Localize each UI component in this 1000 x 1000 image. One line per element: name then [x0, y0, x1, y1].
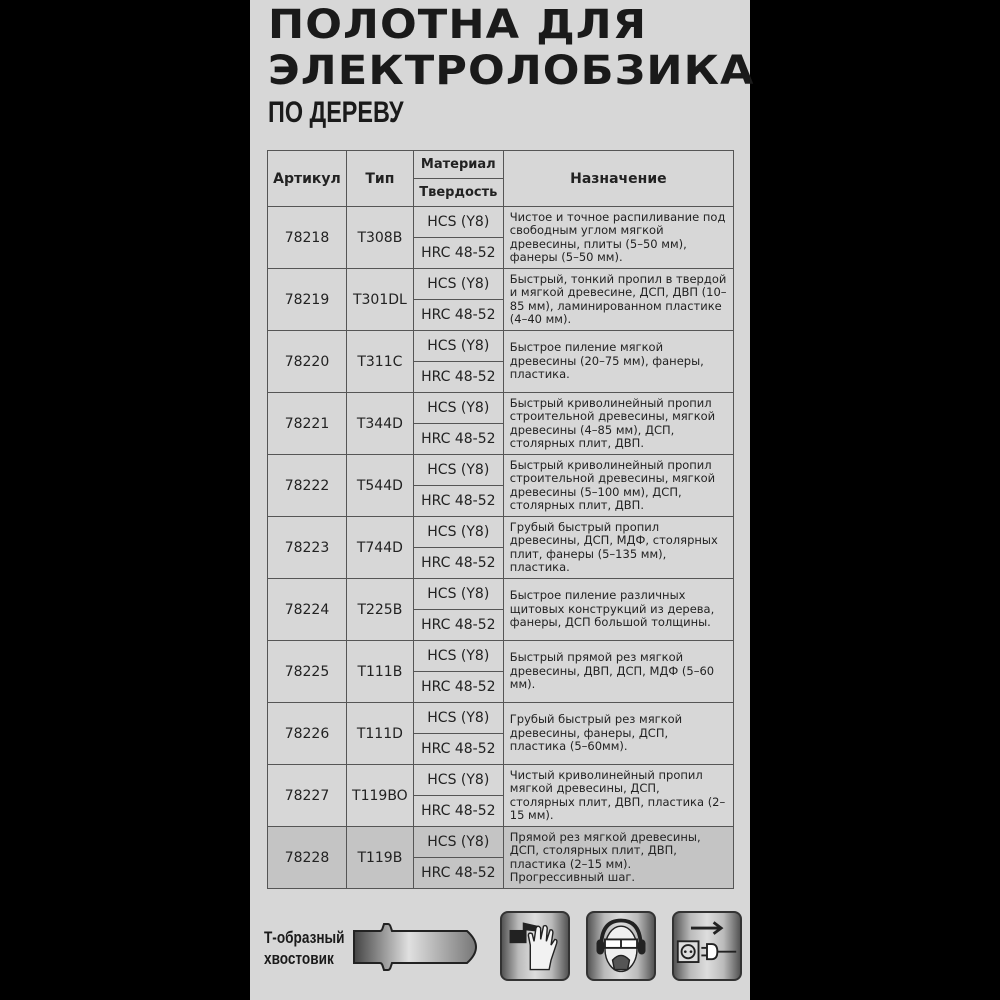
hardness-cell: HRC 48-52: [413, 300, 503, 331]
hardness-cell: HRC 48-52: [413, 734, 503, 765]
table-row: [268, 207, 734, 238]
shank-label-line-2: хвостовик: [264, 949, 334, 968]
type-cell: T544D: [346, 455, 413, 517]
article-cell: 78228: [268, 827, 347, 889]
shank-label: [264, 927, 345, 969]
material-cell: HCS (Y8): [413, 207, 503, 238]
title-line-1: ПОЛОТНА ДЛЯ: [268, 2, 648, 48]
table-row: [268, 331, 734, 362]
header-article: Артикул: [268, 151, 347, 207]
purpose-cell: Грубый быстрый рез мягкой древесины, фанеры, ДСП, пластика (5–60мм).: [503, 703, 733, 765]
purpose-cell: Быстрый, тонкий пропил в твердой и мягкой древесине, ДСП, ДВП (10–85 мм), ламинированном пластике (4–40 мм).: [503, 269, 733, 331]
hardness-cell: HRC 48-52: [413, 238, 503, 269]
material-cell: HCS (Y8): [413, 455, 503, 486]
header-type: Тип: [346, 151, 413, 207]
material-cell: HCS (Y8): [413, 517, 503, 548]
type-cell: T301DL: [346, 269, 413, 331]
page-subtitle: ПО ДЕРЕВУ: [268, 96, 404, 129]
article-cell: 78218: [268, 207, 347, 269]
article-cell: 78220: [268, 331, 347, 393]
spec-table: [267, 150, 734, 889]
article-cell: 78221: [268, 393, 347, 455]
hardness-cell: HRC 48-52: [413, 610, 503, 641]
shank-label-line-1: Т-образный: [264, 928, 345, 947]
header-hardness: Твердость: [413, 179, 503, 207]
type-cell: T344D: [346, 393, 413, 455]
table-row: [268, 393, 734, 424]
hardness-cell: HRC 48-52: [413, 672, 503, 703]
hardness-cell: HRC 48-52: [413, 486, 503, 517]
material-cell: HCS (Y8): [413, 393, 503, 424]
table-row: [268, 517, 734, 548]
safety-goggles-respirator-icon: [586, 911, 656, 981]
gloves-icon: [500, 911, 570, 981]
hardness-cell: HRC 48-52: [413, 362, 503, 393]
purpose-cell: Быстрое пиление мягкой древесины (20–75 мм), фанеры, пластика.: [503, 331, 733, 393]
material-cell: HCS (Y8): [413, 703, 503, 734]
purpose-cell: Грубый быстрый пропил древесины, ДСП, МДФ, столярных плит, фанеры (5–135 мм), пластика.: [503, 517, 733, 579]
table-row: [268, 269, 734, 300]
table-row: [268, 827, 734, 858]
type-cell: T308B: [346, 207, 413, 269]
purpose-cell: Быстрое пиление различных щитовых конструкций из дерева, фанеры, ДСП большой толщины.: [503, 579, 733, 641]
type-cell: T744D: [346, 517, 413, 579]
table-row: [268, 579, 734, 610]
material-cell: HCS (Y8): [413, 765, 503, 796]
material-cell: HCS (Y8): [413, 827, 503, 858]
hardness-cell: HRC 48-52: [413, 424, 503, 455]
type-cell: T119BO: [346, 765, 413, 827]
purpose-cell: Чистое и точное распиливание под свободным углом мягкой древесины, плиты (5–50 мм), фанеры (5–50 мм).: [503, 207, 733, 269]
material-cell: HCS (Y8): [413, 269, 503, 300]
article-cell: 78219: [268, 269, 347, 331]
purpose-cell: Быстрый криволинейный пропил строительной древесины, мягкой древесины (4–85 мм), ДСП, столярных плит, ДВП.: [503, 393, 733, 455]
material-cell: HCS (Y8): [413, 579, 503, 610]
purpose-cell: Прямой рез мягкой древесины, ДСП, столярных плит, ДВП, пластика (2–15 мм). Прогрессивный шаг.: [503, 827, 733, 889]
purpose-cell: Быстрый криволинейный пропил строительной древесины, мягкой древесины (5–100 мм), ДСП, столярных плит, ДВП.: [503, 455, 733, 517]
article-cell: 78224: [268, 579, 347, 641]
hardness-cell: HRC 48-52: [413, 548, 503, 579]
article-cell: 78226: [268, 703, 347, 765]
material-cell: HCS (Y8): [413, 641, 503, 672]
table-row: [268, 703, 734, 734]
purpose-cell: Чистый криволинейный пропил мягкой древесины, ДСП, столярных плит, ДВП, пластика (2–15 мм).: [503, 765, 733, 827]
article-cell: 78225: [268, 641, 347, 703]
type-cell: T111D: [346, 703, 413, 765]
article-cell: 78222: [268, 455, 347, 517]
material-cell: HCS (Y8): [413, 331, 503, 362]
hardness-cell: HRC 48-52: [413, 796, 503, 827]
unplug-before-service-icon: [672, 911, 742, 981]
header-material: Материал: [413, 151, 503, 179]
purpose-cell: Быстрый прямой рез мягкой древесины, ДВП, ДСП, МДФ (5–60 мм).: [503, 641, 733, 703]
table-row: [268, 455, 734, 486]
article-cell: 78223: [268, 517, 347, 579]
type-cell: T311C: [346, 331, 413, 393]
table-row: [268, 765, 734, 796]
t-shank-blade-icon: [352, 922, 487, 972]
table-row: [268, 641, 734, 672]
hardness-cell: HRC 48-52: [413, 858, 503, 889]
type-cell: T111B: [346, 641, 413, 703]
article-cell: 78227: [268, 765, 347, 827]
type-cell: T225B: [346, 579, 413, 641]
title-line-2: ЭЛЕКТРОЛОБЗИКА: [268, 48, 755, 94]
page-title: [268, 2, 755, 94]
header-purpose: Назначение: [503, 151, 733, 207]
type-cell: T119B: [346, 827, 413, 889]
